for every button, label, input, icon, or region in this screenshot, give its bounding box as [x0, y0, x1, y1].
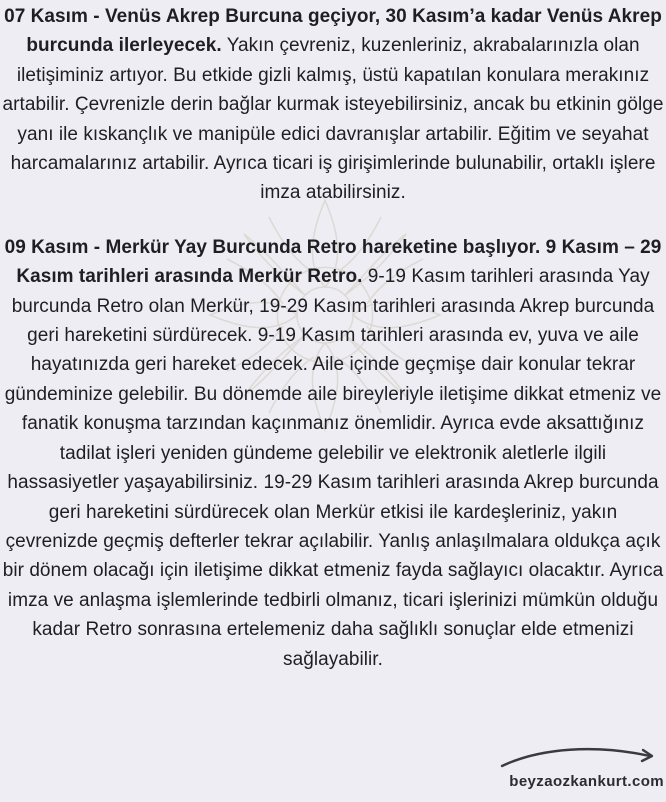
paragraph-venus-heading: 07 Kasım - Venüs Akrep Burcuna geçiyor, 30 Kasım’a kadar Venüs Akrep burcunda ilerleyecek. [4, 6, 662, 57]
paragraph-mercury [0, 233, 666, 674]
website-signature: beyzaozkankurt.com [509, 773, 664, 790]
paragraph-mercury-body: 9-19 Kasım tarihleri arasında Yay burcunda Retro olan Merkür, 19-29 Kasım tarihleri arasında Akrep burcunda geri hareketini sürdürecek. 9-19 Kasım tarihleri arasında ev, yuva ve aile hayatınızda geri hareket edecek. Aile içinde geçmişe dair konular tekrar gündeminize gelebilir. Bu dönemde aile bireyleriyle iletişime dikkat etmeniz ve fanatik konuşma tarzından kaçınmanız önemlidir. Ayrıca evde aksattığınız tadilat işleri yeniden gündeme gelebilir ve elektronik aletlerle ilgili hassasiyetler yaşayabilirsiniz. 19-29 Kasım tarihleri arasında Akrep burcunda geri hareketini sürdürecek olan Merkür etkisi ile kardeşleriniz, yakın çevrenizde geçmiş defterler tekrar açılabilir. Yanlış anlaşılmalara oldukça açık bir dönem olacağı için iletişime dikkat etmeniz fayda sağlayıcı olacaktır. Ayrıca imza ve anlaşma işlemlerinde tedbirli olmanız, ticari işlerinizi mümkün olduğu kadar Retro sonrasına ertelemeniz daha sağlıklı sonuçlar elde etmenizi sağlayabilir. [2, 266, 664, 670]
paragraph-venus-body: Yakın çevreniz, kuzenleriniz, akrabalarınızla olan iletişiminiz artıyor. Bu etkide gizli kalmış, üstü kapatılan konulara merakınız artabilir. Çevrenizle derin bağlar kurmak isteyebilirsiniz, ancak bu etkinin gölge yanı ile kıskançlık ve manipüle edici davranışlar artabilir. Eğitim ve seyahat harcamalarınız artabilir. Ayrıca ticari iş girişimlerinde bulunabilir, ortaklı işlere imza atabilirsiniz. [2, 35, 664, 204]
paragraph-mercury-heading: 09 Kasım - Merkür Yay Burcunda Retro hareketine başlıyor. 9 Kasım – 29 Kasım tarihleri arasında Merkür Retro. [4, 236, 662, 288]
paragraph-venus [0, 2, 666, 208]
